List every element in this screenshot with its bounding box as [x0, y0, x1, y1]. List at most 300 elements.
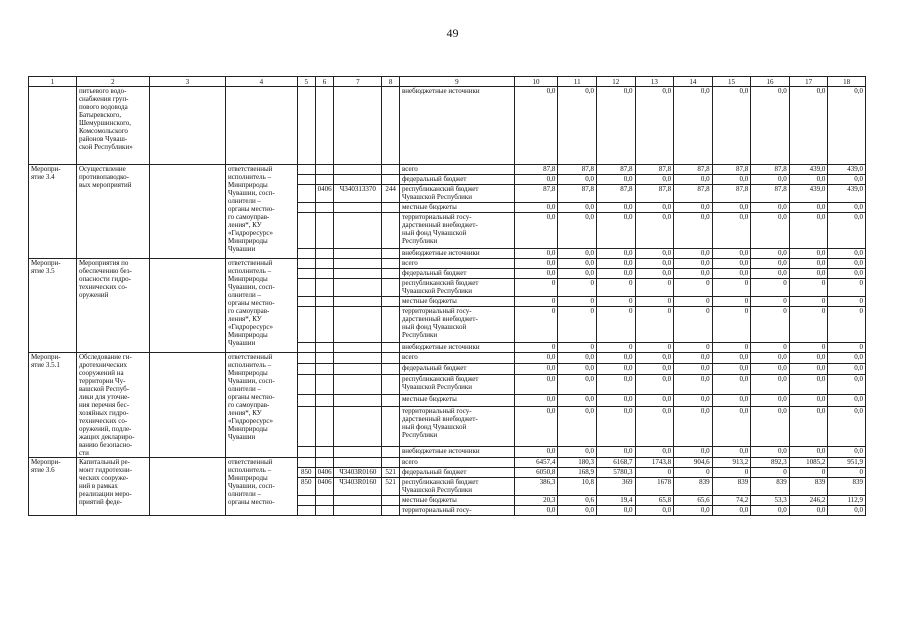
- code-grbs: [297, 203, 315, 213]
- funding-value: 0,0: [674, 213, 713, 249]
- funding-value: 0,0: [712, 375, 751, 395]
- funding-value: 0,0: [789, 506, 828, 516]
- code-grbs: [297, 496, 315, 506]
- funding-value: 0,0: [514, 406, 558, 446]
- funding-value: 839: [712, 478, 751, 496]
- code-grbs: [297, 297, 315, 307]
- funding-value: 0,0: [674, 203, 713, 213]
- funding-value: 0,0: [635, 395, 674, 406]
- measure-name: Мероприятия по обеспечению без- опасности гидро- технических со- оружений: [76, 259, 149, 353]
- measure-name: Обследование ги- дротехнических сооружений на территории Чу- вашской Респуб- лики для уточне- ния перечня бес- хозяйных гидро- технических со- оружений, подле- жащих деклариро- ванию безопасно- сти: [76, 353, 149, 458]
- measure-label: Меропри- ятие 3.5.1: [29, 353, 77, 458]
- code-expense-type: [382, 213, 400, 249]
- code-expense-type: [382, 375, 400, 395]
- funding-value: 0,0: [514, 446, 558, 457]
- column-header: 3: [149, 77, 225, 87]
- funding-value: 0,0: [789, 249, 828, 259]
- code-expense-type: [382, 395, 400, 406]
- funding-value: 0,6: [558, 496, 597, 506]
- funding-value: 0,0: [828, 395, 866, 406]
- code-section: [315, 307, 334, 343]
- funding-value: 0,0: [558, 395, 597, 406]
- funding-value: 0,0: [828, 259, 866, 269]
- funding-source: республиканский бюджет Чувашской Республики: [400, 185, 515, 203]
- funding-value: 0,0: [635, 506, 674, 516]
- code-target-article: [334, 353, 382, 364]
- funding-value: 0,0: [635, 259, 674, 269]
- table-row: [29, 165, 866, 175]
- funding-value: 0,0: [712, 353, 751, 364]
- funding-value: 0,0: [828, 364, 866, 375]
- funding-source: всего: [400, 259, 515, 269]
- funding-value: 0,0: [558, 259, 597, 269]
- code-target-article: [334, 203, 382, 213]
- funding-value: 0,0: [789, 353, 828, 364]
- column-header: 17: [789, 77, 828, 87]
- funding-value: 0,0: [635, 269, 674, 279]
- funding-value: 0: [635, 279, 674, 297]
- funding-value: 0,0: [558, 364, 597, 375]
- funding-value: 904,6: [674, 458, 713, 468]
- funding-value: 0,0: [558, 375, 597, 395]
- column-header: 8: [382, 77, 400, 87]
- code-section: [315, 496, 334, 506]
- funding-source: территориальный госу- дарственный внебюджет- ный фонд Чувашской Республики: [400, 307, 515, 343]
- column-header: 16: [751, 77, 790, 87]
- code-grbs: [297, 506, 315, 516]
- funding-source: федеральный бюджет: [400, 468, 515, 478]
- funding-source: внебюджетные источники: [400, 249, 515, 259]
- code-grbs: [297, 353, 315, 364]
- funding-value: 0,0: [828, 353, 866, 364]
- funding-source: территориальный госу-: [400, 506, 515, 516]
- code-section: [315, 506, 334, 516]
- funding-value: 0,0: [558, 506, 597, 516]
- funding-value: 1743,8: [635, 458, 674, 468]
- measure-name: Осуществление противопаводко- вых мероприятий: [76, 165, 149, 259]
- funding-value: 0: [514, 307, 558, 343]
- code-grbs: [297, 307, 315, 343]
- code-grbs: [297, 185, 315, 203]
- funding-value: 0: [828, 468, 866, 478]
- funding-value: 87,8: [514, 185, 558, 203]
- funding-value: 0: [635, 343, 674, 353]
- code-target-article: [334, 496, 382, 506]
- funding-value: 168,9: [558, 468, 597, 478]
- funding-value: 0,0: [674, 269, 713, 279]
- code-grbs: 850: [297, 468, 315, 478]
- code-target-article: [334, 395, 382, 406]
- code-section: 0406: [315, 468, 334, 478]
- code-grbs: [297, 406, 315, 446]
- funding-value: 0,0: [789, 406, 828, 446]
- funding-value: 6050,8: [514, 468, 558, 478]
- funding-value: 5780,3: [596, 468, 635, 478]
- funding-value: 0,0: [635, 375, 674, 395]
- funding-value: 0,0: [712, 446, 751, 457]
- funding-value: 0,0: [674, 506, 713, 516]
- funding-value: 0,0: [828, 446, 866, 457]
- funding-value: 0: [635, 307, 674, 343]
- funding-value: 386,3: [514, 478, 558, 496]
- funding-value: 0,0: [828, 203, 866, 213]
- table-row: [29, 87, 866, 165]
- funding-value: 0,0: [712, 364, 751, 375]
- funding-value: 87,8: [674, 165, 713, 175]
- code-target-article: [334, 269, 382, 279]
- funding-source: территориальный госу- дарственный внебюджет- ный фонд Чувашской Республики: [400, 406, 515, 446]
- funding-value: 439,0: [828, 185, 866, 203]
- funding-source: территориальный госу- дарственный внебюджет- ный фонд Чувашской Республики: [400, 213, 515, 249]
- funding-value: 87,8: [635, 165, 674, 175]
- funding-value: 0,0: [635, 87, 674, 165]
- funding-value: 0,0: [712, 175, 751, 185]
- funding-value: 0,0: [596, 269, 635, 279]
- funding-value: 0: [828, 343, 866, 353]
- funding-value: 0,0: [558, 269, 597, 279]
- code-expense-type: 521: [382, 478, 400, 496]
- funding-value: 87,8: [514, 165, 558, 175]
- funding-value: 87,8: [751, 165, 790, 175]
- funding-value: 0,0: [558, 406, 597, 446]
- funding-value: 0,0: [828, 87, 866, 165]
- funding-value: 87,8: [635, 185, 674, 203]
- funding-value: 0: [751, 343, 790, 353]
- funding-value: 0,0: [558, 249, 597, 259]
- code-grbs: [297, 375, 315, 395]
- code-expense-type: [382, 353, 400, 364]
- funding-value: 87,8: [596, 185, 635, 203]
- funding-value: 0: [712, 468, 751, 478]
- column-header: 4: [225, 77, 297, 87]
- funding-source: республиканский бюджет Чувашской Республики: [400, 478, 515, 496]
- code-section: [315, 269, 334, 279]
- funding-value: 892,3: [751, 458, 790, 468]
- code-target-article: [334, 87, 382, 165]
- funding-value: 0,0: [635, 446, 674, 457]
- funding-value: 369: [596, 478, 635, 496]
- funding-source: местные бюджеты: [400, 496, 515, 506]
- code-grbs: [297, 87, 315, 165]
- funding-value: 87,8: [751, 185, 790, 203]
- funding-value: 0,0: [596, 375, 635, 395]
- funding-value: 0: [558, 279, 597, 297]
- funding-value: 0,0: [751, 353, 790, 364]
- funding-value: 0: [514, 343, 558, 353]
- measure-column-3: [149, 259, 225, 353]
- code-target-article: [334, 213, 382, 249]
- funding-value: 0,0: [514, 395, 558, 406]
- code-section: [315, 279, 334, 297]
- code-grbs: [297, 249, 315, 259]
- code-target-article: [334, 364, 382, 375]
- funding-value: 0,0: [514, 364, 558, 375]
- funding-value: 0,0: [712, 395, 751, 406]
- funding-value: 0,0: [596, 203, 635, 213]
- funding-value: 0,0: [596, 364, 635, 375]
- funding-value: 0,0: [712, 406, 751, 446]
- funding-value: 0,0: [828, 375, 866, 395]
- funding-value: 0,0: [828, 249, 866, 259]
- code-target-article: [334, 165, 382, 175]
- code-expense-type: [382, 249, 400, 259]
- code-target-article: Ч3403R0160: [334, 468, 382, 478]
- code-target-article: [334, 279, 382, 297]
- funding-value: 0: [751, 297, 790, 307]
- code-expense-type: [382, 165, 400, 175]
- funding-value: 0,0: [789, 364, 828, 375]
- funding-value: 180,3: [558, 458, 597, 468]
- code-section: 0406: [315, 478, 334, 496]
- code-grbs: [297, 165, 315, 175]
- funding-value: 0,0: [828, 175, 866, 185]
- funding-value: 0,0: [751, 259, 790, 269]
- code-grbs: [297, 259, 315, 269]
- measure-column-3: [149, 458, 225, 516]
- funding-value: 0: [712, 297, 751, 307]
- funding-value: 0: [751, 468, 790, 478]
- funding-value: 0,0: [674, 259, 713, 269]
- code-expense-type: 244: [382, 185, 400, 203]
- funding-value: 0,0: [789, 175, 828, 185]
- funding-value: 0: [558, 307, 597, 343]
- funding-value: 6168,7: [596, 458, 635, 468]
- funding-value: 6457,4: [514, 458, 558, 468]
- funding-value: 65,6: [674, 496, 713, 506]
- column-header: 6: [315, 77, 334, 87]
- column-number-row: [29, 77, 866, 87]
- code-grbs: [297, 364, 315, 375]
- code-expense-type: [382, 175, 400, 185]
- funding-value: 87,8: [558, 165, 597, 175]
- funding-value: 0,0: [751, 506, 790, 516]
- code-target-article: [334, 259, 382, 269]
- funding-source: федеральный бюджет: [400, 269, 515, 279]
- funding-value: 0: [674, 468, 713, 478]
- code-section: [315, 165, 334, 175]
- funding-value: 0,0: [514, 213, 558, 249]
- funding-value: 0,0: [789, 375, 828, 395]
- funding-value: 53,3: [751, 496, 790, 506]
- funding-value: 74,2: [712, 496, 751, 506]
- code-grbs: [297, 458, 315, 468]
- funding-value: 0,0: [674, 353, 713, 364]
- funding-value: 0: [635, 297, 674, 307]
- code-section: [315, 249, 334, 259]
- funding-value: 0,0: [751, 87, 790, 165]
- measure-label: Меропри- ятие 3.5: [29, 259, 77, 353]
- funding-value: 0,0: [635, 406, 674, 446]
- funding-value: 0,0: [751, 406, 790, 446]
- code-expense-type: [382, 406, 400, 446]
- code-target-article: [334, 175, 382, 185]
- funding-value: 0,0: [635, 175, 674, 185]
- code-grbs: [297, 343, 315, 353]
- funding-source: республиканский бюджет Чувашской Республики: [400, 375, 515, 395]
- funding-value: 0: [558, 343, 597, 353]
- funding-value: 87,8: [558, 185, 597, 203]
- funding-value: 0,0: [674, 249, 713, 259]
- funding-value: 0: [712, 307, 751, 343]
- funding-value: 0,0: [558, 175, 597, 185]
- funding-value: 0: [596, 307, 635, 343]
- funding-value: 19,4: [596, 496, 635, 506]
- code-section: [315, 259, 334, 269]
- code-section: [315, 343, 334, 353]
- code-expense-type: [382, 297, 400, 307]
- funding-value: 0,0: [514, 175, 558, 185]
- code-target-article: [334, 446, 382, 457]
- funding-value: 0,0: [789, 395, 828, 406]
- funding-value: 0,0: [596, 87, 635, 165]
- funding-value: 0: [596, 279, 635, 297]
- measure-name: питьевого водо- снабжения груп- пового водовода Батыревского, Шемуршинского, Комсомольского районов Чуваш- ской Республики»: [76, 87, 149, 165]
- funding-value: 0,0: [789, 259, 828, 269]
- funding-value: 0,0: [828, 269, 866, 279]
- funding-value: 0,0: [712, 269, 751, 279]
- code-expense-type: [382, 446, 400, 457]
- code-grbs: [297, 213, 315, 249]
- funding-value: 0: [674, 343, 713, 353]
- funding-value: 0,0: [596, 446, 635, 457]
- code-target-article: [334, 506, 382, 516]
- measure-column-3: [149, 87, 225, 165]
- funding-value: 0: [596, 343, 635, 353]
- funding-value: 0,0: [558, 203, 597, 213]
- funding-value: 0,0: [674, 375, 713, 395]
- code-section: [315, 213, 334, 249]
- funding-source: местные бюджеты: [400, 297, 515, 307]
- code-target-article: [334, 406, 382, 446]
- measure-column-3: [149, 353, 225, 458]
- code-section: [315, 297, 334, 307]
- funding-value: 0,0: [596, 406, 635, 446]
- funding-value: 913,2: [712, 458, 751, 468]
- page-number: 49: [446, 26, 459, 40]
- funding-value: 0,0: [558, 87, 597, 165]
- funding-value: 246,2: [789, 496, 828, 506]
- code-grbs: 850: [297, 478, 315, 496]
- code-expense-type: [382, 307, 400, 343]
- funding-value: 0,0: [828, 213, 866, 249]
- funding-value: 87,8: [712, 185, 751, 203]
- funding-value: 0,0: [789, 203, 828, 213]
- code-section: [315, 175, 334, 185]
- funding-value: 0: [712, 343, 751, 353]
- funding-value: 65,8: [635, 496, 674, 506]
- code-target-article: [334, 307, 382, 343]
- funding-source: внебюджетные источники: [400, 343, 515, 353]
- measure-executor: ответственный исполнитель – Минприроды Чувашии, сосп- олнители – органы местно- го самоуправ- ления*, КУ «Гидроресурс» Минприроды Чувашии: [225, 165, 297, 259]
- funding-value: 0,0: [751, 213, 790, 249]
- funding-value: 0,0: [712, 213, 751, 249]
- measure-label: Меропри- ятие 3.4: [29, 165, 77, 259]
- table-body: [29, 77, 866, 516]
- funding-value: 0,0: [514, 353, 558, 364]
- measure-label: [29, 87, 77, 165]
- funding-value: 0,0: [635, 353, 674, 364]
- budget-table: [28, 76, 866, 516]
- code-expense-type: [382, 259, 400, 269]
- column-header: 9: [400, 77, 515, 87]
- column-header: 12: [596, 77, 635, 87]
- measure-executor: ответственный исполнитель – Минприроды Чувашии, сосп- олнители – органы местно- го самоуправ- ления*, КУ «Гидроресурс» Минприроды Чувашии: [225, 353, 297, 458]
- funding-value: 0: [674, 297, 713, 307]
- funding-value: 0: [789, 343, 828, 353]
- funding-source: республиканский бюджет Чувашской Республики: [400, 279, 515, 297]
- funding-value: 0: [558, 297, 597, 307]
- code-expense-type: 521: [382, 468, 400, 478]
- code-expense-type: [382, 496, 400, 506]
- funding-source: федеральный бюджет: [400, 175, 515, 185]
- funding-value: 0: [674, 279, 713, 297]
- code-target-article: Ч3403R0160: [334, 478, 382, 496]
- funding-value: 0,0: [514, 375, 558, 395]
- measure-executor: ответственный исполнитель – Минприроды Чувашии, сосп- олнители – органы местно- го самоуправ- ления*, КУ «Гидроресурс» Минприроды Чувашии: [225, 259, 297, 353]
- funding-value: 112,9: [828, 496, 866, 506]
- funding-value: 1085,2: [789, 458, 828, 468]
- funding-value: 0,0: [751, 175, 790, 185]
- funding-value: 0,0: [751, 203, 790, 213]
- code-section: [315, 406, 334, 446]
- funding-value: 0,0: [751, 446, 790, 457]
- funding-value: 0,0: [514, 259, 558, 269]
- funding-value: 0,0: [674, 364, 713, 375]
- funding-value: 0,0: [514, 506, 558, 516]
- funding-value: 0,0: [596, 353, 635, 364]
- code-target-article: [334, 297, 382, 307]
- code-target-article: [334, 375, 382, 395]
- funding-value: 0,0: [789, 269, 828, 279]
- funding-value: 439,0: [828, 165, 866, 175]
- funding-value: 439,0: [789, 165, 828, 175]
- code-grbs: [297, 269, 315, 279]
- column-header: 2: [76, 77, 149, 87]
- code-section: [315, 458, 334, 468]
- funding-source: всего: [400, 165, 515, 175]
- measure-name: Капитальный ре- монт гидротехни- ческих сооруже- ний в рамках реализации меро- приятий феде-: [76, 458, 149, 516]
- funding-value: 20,3: [514, 496, 558, 506]
- funding-value: 0,0: [596, 395, 635, 406]
- funding-value: 0: [789, 307, 828, 343]
- funding-value: 0,0: [596, 506, 635, 516]
- funding-value: 0: [514, 279, 558, 297]
- code-section: [315, 446, 334, 457]
- column-header: 1: [29, 77, 77, 87]
- code-expense-type: [382, 203, 400, 213]
- funding-value: 0,0: [828, 406, 866, 446]
- funding-value: 0,0: [712, 249, 751, 259]
- funding-value: 0,0: [635, 249, 674, 259]
- code-grbs: [297, 279, 315, 297]
- funding-value: 87,8: [674, 185, 713, 203]
- code-section: [315, 353, 334, 364]
- code-section: [315, 364, 334, 375]
- funding-value: 0,0: [596, 249, 635, 259]
- code-section: [315, 203, 334, 213]
- funding-value: 0,0: [674, 175, 713, 185]
- funding-value: 0,0: [558, 213, 597, 249]
- funding-value: 0,0: [789, 213, 828, 249]
- column-header: 18: [828, 77, 866, 87]
- funding-value: 0: [751, 279, 790, 297]
- code-target-article: [334, 343, 382, 353]
- funding-source: внебюджетные источники: [400, 87, 515, 165]
- code-expense-type: [382, 269, 400, 279]
- funding-value: 0: [514, 297, 558, 307]
- funding-value: 0: [828, 279, 866, 297]
- measure-executor: ответственный исполнитель – Минприроды Чувашии, сосп- олнители – органы местно-: [225, 458, 297, 516]
